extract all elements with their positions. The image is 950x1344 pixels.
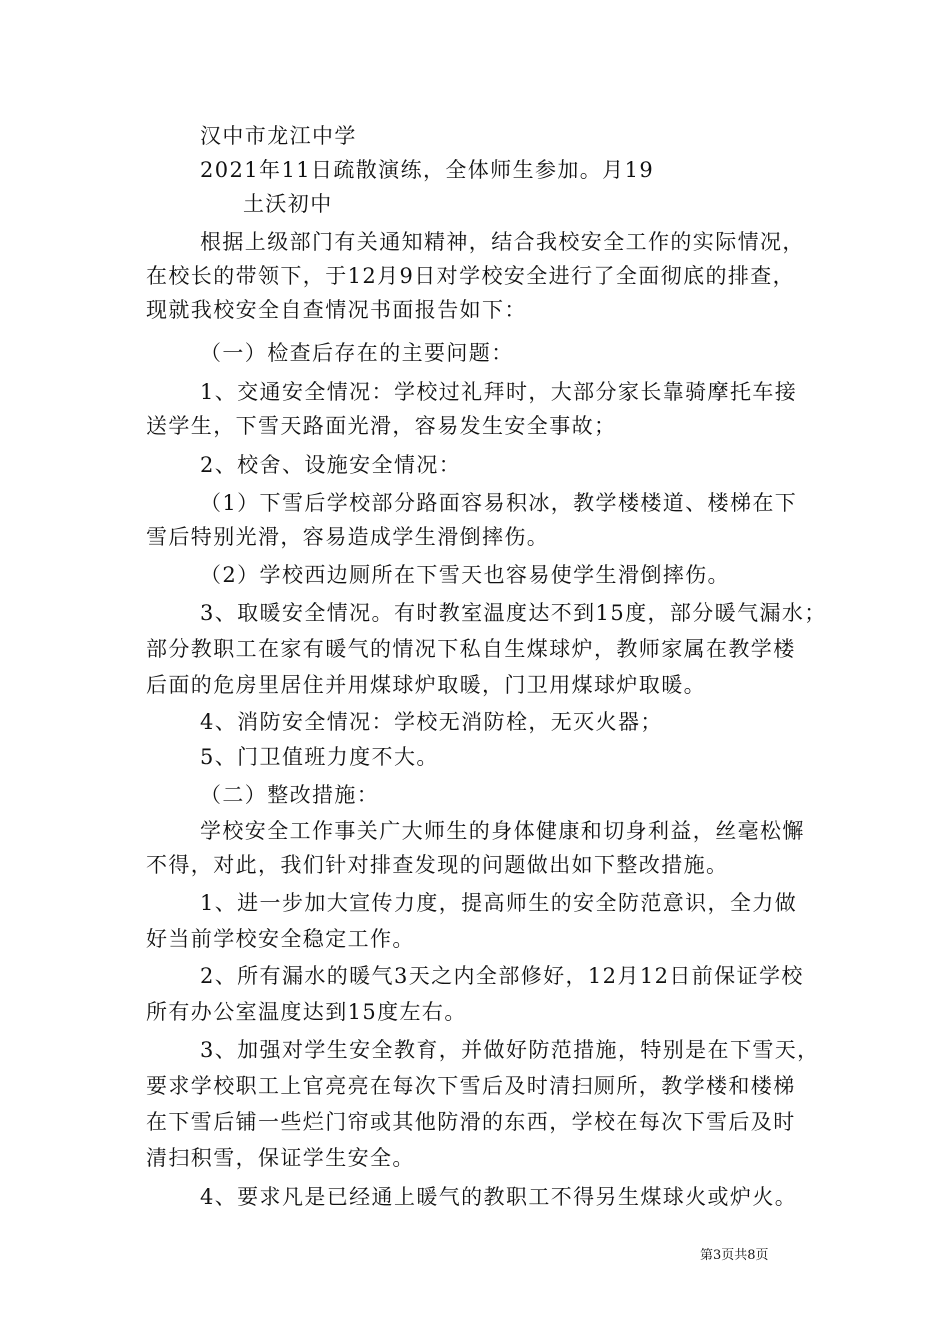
paragraph-line: 要求学校职工上官亮亮在每次下雪后及时清扫厕所，教学楼和楼梯	[146, 1074, 796, 1098]
school-subtitle-line: 土沃初中	[243, 192, 333, 216]
paragraph-line: 部分教职工在家有暖气的情况下私自生煤球炉，教师家属在教学楼	[146, 637, 796, 661]
paragraph-line: 不得，对此，我们针对排查发现的问题做出如下整改措施。	[146, 853, 729, 877]
paragraph-line: 4、消防安全情况：学校无消防栓，无灭火器；	[200, 710, 663, 734]
paragraph-line: 清扫积雪，保证学生安全。	[146, 1146, 415, 1170]
paragraph-line: 4、要求凡是已经通上暖气的教职工不得另生煤球火或炉火。	[200, 1185, 798, 1209]
paragraph-line: 1、进一步加大宣传力度，提高师生的安全防范意识，全力做	[200, 891, 798, 915]
section-heading-two: （二）整改措施：	[200, 783, 380, 807]
paragraph-line: 所有办公室温度达到15度左右。	[146, 1000, 467, 1024]
paragraph-line: 送学生，下雪天路面光滑，容易发生安全事故；	[146, 414, 617, 438]
paragraph-line: 3、取暖安全情况。有时教室温度达不到15度，部分暖气漏水；	[200, 601, 827, 625]
paragraph-line: 后面的危房里居住并用煤球炉取暖，门卫用煤球炉取暖。	[146, 673, 706, 697]
paragraph-line: （1）下雪后学校部分路面容易积冰，教学楼楼道、楼梯在下	[200, 491, 798, 515]
section-heading-one: （一）检查后存在的主要问题：	[200, 341, 514, 365]
paragraph-line: 根据上级部门有关通知精神，结合我校安全工作的实际情况，	[200, 230, 805, 254]
paragraph-line: 5、门卫值班力度不大。	[200, 745, 439, 769]
paragraph-line: 2、所有漏水的暖气3天之内全部修好，12月12日前保证学校	[200, 964, 804, 988]
school-name-line: 汉中市龙江中学	[200, 124, 357, 148]
paragraph-line: 好当前学校安全稳定工作。	[146, 927, 415, 951]
paragraph-line: 雪后特别光滑，容易造成学生滑倒摔伤。	[146, 525, 550, 549]
paragraph-line: （2）学校西边厕所在下雪天也容易使学生滑倒摔伤。	[200, 563, 730, 587]
paragraph-line: 在校长的带领下，于12月9日对学校安全进行了全面彻底的排查，	[146, 264, 796, 288]
paragraph-line: 学校安全工作事关广大师生的身体健康和切身利益，丝毫松懈	[200, 819, 805, 843]
paragraph-line: 在下雪后铺一些烂门帘或其他防滑的东西，学校在每次下雪后及时	[146, 1110, 796, 1134]
paragraph-line: 1、交通安全情况：学校过礼拜时，大部分家长靠骑摩托车接	[200, 380, 798, 404]
paragraph-line: 现就我校安全自查情况书面报告如下：	[146, 298, 527, 322]
page-number-footer: 第3页共8页	[700, 1248, 769, 1263]
paragraph-line: 3、加强对学生安全教育，并做好防范措施，特别是在下雪天，	[200, 1038, 820, 1062]
drill-date-line: 2021年11日疏散演练，全体师生参加。月19	[200, 158, 655, 182]
paragraph-line: 2、校舍、设施安全情况：	[200, 453, 462, 477]
